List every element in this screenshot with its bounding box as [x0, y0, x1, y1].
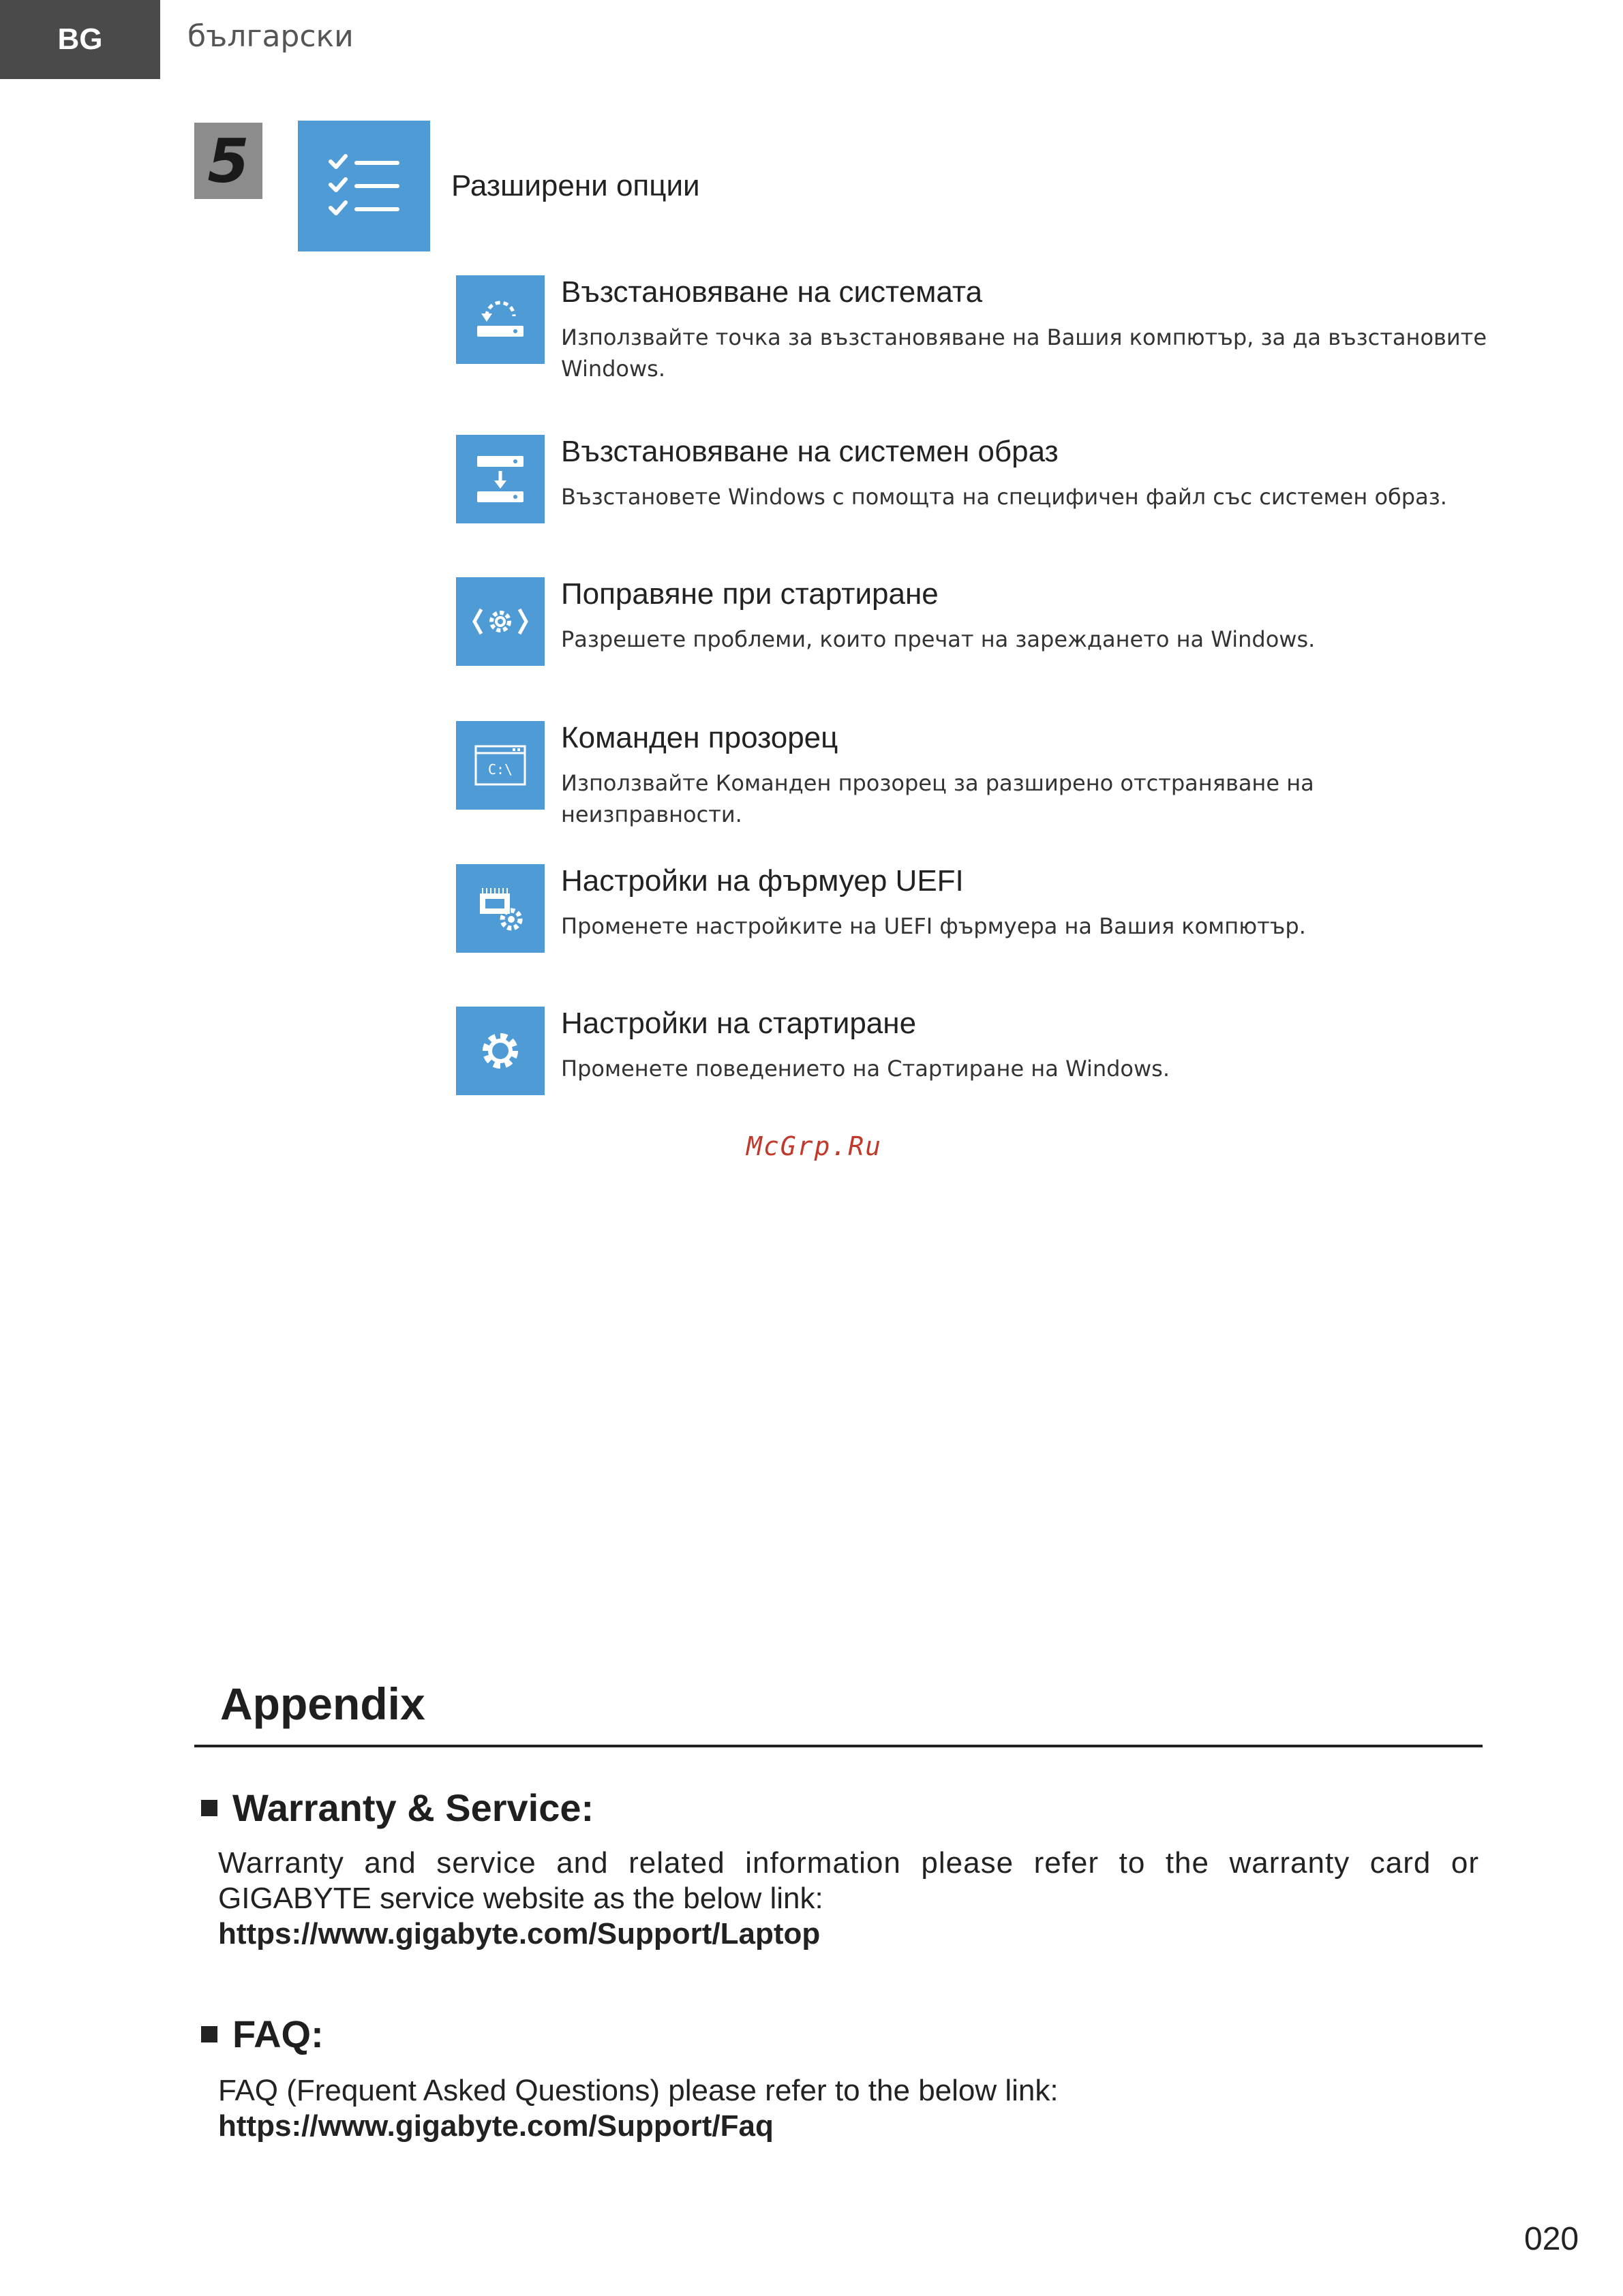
- appendix-title: Appendix: [220, 1679, 425, 1729]
- option-description: Променете поведението на Стартиране на Windows.: [561, 1056, 1170, 1082]
- option-system-image[interactable]: [456, 435, 1492, 523]
- option-title: Възстановяване на системен образ: [561, 435, 1059, 468]
- option-title: Поправяне при стартиране: [561, 577, 939, 611]
- appendix-divider: [194, 1745, 1483, 1747]
- warranty-heading: [201, 1786, 594, 1830]
- option-title: Команден прозорец: [561, 721, 838, 754]
- gear-icon: [456, 1007, 545, 1095]
- warranty-link[interactable]: https://www.gigabyte.com/Support/Laptop: [218, 1917, 821, 1950]
- startup-repair-icon: [456, 577, 545, 666]
- language-tab: BG: [0, 0, 160, 79]
- faq-heading: [201, 2012, 324, 2056]
- option-title: Настройки на фърмуер UEFI: [561, 864, 964, 898]
- option-description: Променете настройките на UEFI фърмуера на Вашия компютър.: [561, 913, 1306, 939]
- faq-body: [218, 2073, 1479, 2144]
- option-system-restore[interactable]: [456, 275, 1492, 382]
- option-description: Възстановете Windows с помощта на специфичен файл със системен образ.: [561, 484, 1447, 510]
- command-prompt-icon: [456, 721, 545, 810]
- warranty-body: [218, 1846, 1479, 1952]
- step-number: 5: [194, 123, 262, 199]
- system-restore-icon: [456, 275, 545, 364]
- option-title: Настройки на стартиране: [561, 1007, 917, 1040]
- option-description: Разрешете проблеми, които пречат на зареждането на Windows.: [561, 626, 1316, 652]
- warranty-line-1: Warranty and service and related information please refer to the warranty card or: [218, 1846, 1479, 1880]
- uefi-settings-icon: [456, 864, 545, 953]
- option-command-prompt[interactable]: [456, 721, 1492, 827]
- option-title: Възстановяване на системата: [561, 275, 983, 309]
- option-description: Използвайте Команден прозорец за разширено отстраняване на неизправности.: [561, 770, 1314, 827]
- square-bullet-icon: [201, 1800, 217, 1816]
- square-bullet-icon: [201, 2026, 217, 2042]
- system-image-icon: [456, 435, 545, 523]
- checklist-icon: [298, 121, 430, 251]
- faq-heading-text: FAQ:: [232, 2012, 324, 2055]
- faq-line-1: FAQ (Frequent Asked Questions) please refer to the below link:: [218, 2074, 1059, 2107]
- warranty-line-2: GIGABYTE service website as the below link:: [218, 1882, 823, 1915]
- watermark: McGrp.Ru: [746, 1131, 883, 1161]
- step-title: Разширени опции: [451, 169, 700, 202]
- warranty-heading-text: Warranty & Service:: [232, 1786, 594, 1829]
- option-startup-repair[interactable]: [456, 577, 1492, 666]
- option-startup-settings[interactable]: [456, 1007, 1492, 1095]
- page-number: 020: [1524, 2221, 1579, 2257]
- language-name: български: [187, 19, 354, 54]
- cmd-icon-text: C:\: [487, 761, 513, 778]
- faq-link[interactable]: https://www.gigabyte.com/Support/Faq: [218, 2109, 774, 2143]
- option-description: Използвайте точка за възстановяване на Вашия компютър, за да възстановите Windows.: [561, 324, 1487, 382]
- option-uefi-settings[interactable]: [456, 864, 1492, 953]
